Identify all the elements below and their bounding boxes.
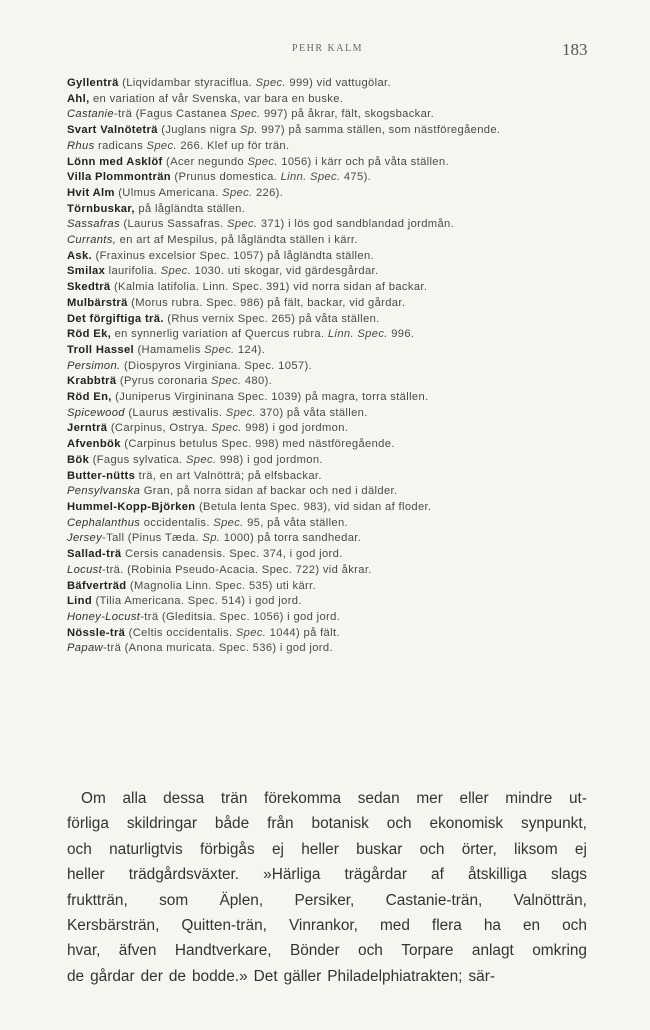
species-entry: [67, 500, 627, 516]
species-name: Spicewood: [67, 406, 125, 419]
species-name: Det förgiftiga trä.: [67, 312, 164, 325]
entry-text: en variation af vår Svenska, var bara en buske.: [89, 92, 344, 105]
entry-text: Linn. Spec.: [280, 171, 341, 184]
species-entry: [67, 327, 627, 343]
species-name: Locust: [67, 563, 103, 576]
entry-text: 475).: [340, 171, 372, 184]
word: trädgårdsväxter.: [128, 866, 240, 884]
word: botanisk: [311, 815, 369, 833]
word: anlagt: [471, 942, 514, 960]
species-name: Törnbuskar,: [67, 202, 135, 215]
entry-text: (Ulmus Americana.: [114, 186, 223, 199]
entry-text: -trä (Anona muricata. Spec. 536) i god jord.: [102, 642, 333, 655]
entry-text: Spec.: [204, 343, 235, 356]
entry-text: Sp.: [202, 532, 221, 545]
entry-text: (Fraxinus excelsior Spec. 1057) på lågländta ställen.: [92, 249, 374, 262]
word: och: [358, 942, 383, 960]
species-name: Sassafras: [67, 218, 120, 231]
entry-text: laurifolia.: [105, 265, 161, 278]
species-name: Mulbärsträ: [67, 296, 128, 309]
entry-text: på lågländta ställen.: [134, 202, 246, 215]
entry-text: en art af Mespilus, på lågländta ställen i kärr.: [116, 234, 358, 247]
word: en: [523, 917, 541, 935]
species-entry: [67, 139, 627, 155]
species-entry: [67, 312, 627, 328]
word: der: [140, 967, 163, 985]
word: af: [431, 866, 444, 884]
word: åtskilliga: [467, 866, 527, 884]
species-entry: [67, 280, 627, 296]
entry-text: 1000) på torra sandhedar.: [220, 532, 362, 545]
word: hvar,: [67, 942, 101, 960]
word: och: [67, 840, 92, 858]
species-name: Smilax: [67, 265, 106, 278]
species-name: Sallad-trä: [67, 548, 122, 561]
entry-text: (Celtis occidentalis.: [125, 626, 236, 639]
entry-text: (Carpinus betulus Spec. 998) med nästföregående.: [120, 438, 395, 451]
entry-text: (Rhus vernix Spec. 265) på våta ställen.: [163, 312, 380, 325]
word: Philadelphiatrakten;: [327, 967, 463, 985]
species-entry: [67, 107, 627, 123]
paragraph-line: [67, 862, 587, 887]
entry-text: (Magnolia Linn. Spec. 535) uti kärr.: [126, 579, 317, 592]
species-name: Svart Valnöteträ: [67, 124, 158, 137]
entry-text: 997) på samma ställen, som nästföregående.: [257, 124, 501, 137]
word: trän: [220, 790, 248, 807]
entry-text: occidentalis.: [140, 516, 214, 529]
species-entry: [67, 516, 627, 532]
entry-text: Spec.: [146, 139, 177, 152]
word: buskar: [356, 840, 403, 858]
species-name: Bäfverträd: [67, 579, 127, 592]
word: Kersbärsträn,: [67, 917, 160, 935]
species-entry: [67, 92, 627, 108]
entry-text: 370) på våta ställen.: [256, 406, 368, 419]
entry-text: trä, en art Valnötträ; på elfsbackar.: [135, 469, 322, 482]
entry-text: Sp.: [239, 124, 258, 137]
paragraph-line: [67, 938, 587, 963]
word: Castanie-trän,: [385, 891, 483, 909]
species-name: Rhus: [67, 139, 95, 152]
entry-text: 1056) i kärr och på våta ställen.: [277, 155, 449, 168]
species-entry: [67, 202, 627, 218]
species-name: Ahl,: [67, 92, 90, 105]
entry-text: -trä (Fagus Castanea: [113, 108, 231, 121]
word: både: [214, 815, 250, 833]
species-entry: [67, 186, 627, 202]
species-name: Hvit Alm: [67, 186, 115, 199]
species-entry: [67, 626, 627, 642]
species-name: Nössle-trä: [67, 626, 126, 639]
species-name: Persimon.: [67, 359, 121, 372]
species-name: Hummel-Kopp-Björken: [67, 500, 196, 513]
paragraph-line: [67, 964, 587, 989]
word: äfven: [118, 942, 157, 960]
species-name: Pensylvanska: [67, 485, 141, 498]
species-name: Lönn med Asklöf: [67, 155, 163, 168]
species-entry: [67, 264, 627, 280]
species-entry: [67, 547, 627, 563]
paragraph-line: [67, 913, 587, 938]
species-entry: [67, 123, 627, 139]
entry-text: Spec.: [186, 453, 217, 466]
entry-text: (Tilia Americana. Spec. 514) i god jord.: [92, 595, 302, 608]
entry-text: 371) i lös god sandblandad jordmån.: [257, 218, 455, 231]
word: de: [67, 967, 85, 985]
species-entry: [67, 484, 627, 500]
entry-text: Spec.: [247, 155, 278, 168]
word: med: [379, 917, 410, 935]
word: sedan: [357, 790, 400, 807]
word: eller: [459, 790, 489, 807]
species-entry: [67, 610, 627, 626]
word: dessa: [163, 790, 205, 807]
word: och: [562, 917, 587, 935]
entry-text: (Laurus Sassafras.: [119, 218, 228, 231]
entry-text: 480).: [241, 375, 273, 388]
word: Det: [253, 967, 278, 985]
species-name: Honey-Locust: [67, 610, 141, 623]
entry-text: (Morus rubra. Spec. 986) på fält, backar, vid gårdar.: [127, 296, 406, 309]
species-name: Troll Hassel: [67, 343, 135, 356]
species-entry: [67, 374, 627, 390]
entry-text: 266. Klef up för trän.: [176, 139, 290, 152]
species-entry: [67, 249, 627, 265]
entry-text: Spec.: [225, 406, 257, 419]
word: heller: [301, 840, 339, 858]
entry-text: (Pyrus coronaria: [116, 375, 212, 388]
species-name: Krabbträ: [67, 375, 117, 388]
word: ha: [483, 917, 501, 935]
entry-text: (Hamamelis: [134, 343, 205, 356]
entry-text: en synnerlig variation af Quercus rubra.: [111, 328, 328, 341]
species-entry: [67, 531, 627, 547]
word: ekonomisk: [429, 815, 504, 833]
entry-text: Spec.: [235, 626, 267, 639]
entry-text: Spec.: [230, 108, 261, 121]
species-entry: [67, 343, 627, 359]
word: synpunkt,: [521, 815, 587, 833]
species-entry: [67, 579, 627, 595]
page-header: [0, 40, 650, 70]
entry-text: (Juniperus Virgininana Spec. 1039) på magra, torra ställen.: [111, 391, 429, 404]
word: förbigås: [199, 840, 255, 858]
entry-text: Gran, på norra sidan af backar och ned i dälder.: [140, 485, 398, 498]
species-entry: [67, 594, 627, 610]
word: slags: [551, 866, 587, 884]
species-name: Gyllenträ: [67, 77, 119, 89]
word: omkring: [532, 942, 587, 960]
word: Persiker,: [294, 891, 355, 909]
species-name: Röd Ek,: [67, 328, 112, 341]
word: ej: [574, 840, 587, 858]
species-entry: [67, 453, 627, 469]
entry-text: 226).: [252, 186, 284, 199]
entry-text: 997) på åkrar, fält, skogsbackar.: [260, 108, 435, 121]
word: alla: [122, 790, 147, 807]
running-title: PEHR KALM: [292, 43, 364, 54]
word: Handtverkare,: [174, 942, 272, 960]
word: örter,: [461, 840, 497, 858]
species-name: Jersey: [67, 532, 103, 545]
entry-text: Spec.: [222, 186, 253, 199]
word: bodde.»: [192, 967, 248, 985]
word: de: [168, 967, 186, 985]
paragraph-line: [67, 888, 587, 913]
species-entry: [67, 469, 627, 485]
word: heller: [67, 866, 105, 884]
entry-text: (Acer negundo: [162, 155, 248, 168]
entry-text: (Fagus sylvatica.: [89, 453, 186, 466]
entry-text: (Betula lenta Spec. 983), vid sidan af floder.: [195, 500, 432, 513]
word: gäller: [283, 967, 322, 985]
species-name: Röd En,: [67, 391, 112, 404]
word: som: [159, 891, 189, 909]
word: Vinrankor,: [288, 917, 358, 935]
entry-text: Linn. Spec.: [327, 328, 388, 341]
entry-text: 998) i god jordmon.: [216, 453, 323, 466]
word: och: [386, 815, 412, 833]
word: Valnötträn,: [513, 891, 587, 909]
species-name: Bök: [67, 453, 90, 466]
word: sär-: [468, 967, 495, 985]
entry-text: (Carpinus, Ostrya.: [107, 422, 212, 435]
word: gårdar: [90, 967, 135, 985]
body-paragraph: [67, 786, 587, 989]
word: liksom: [514, 840, 558, 858]
species-entry: [67, 155, 627, 171]
word: naturligtvis: [109, 840, 183, 858]
entry-text: (Laurus æstivalis.: [124, 406, 226, 419]
entry-text: 95, på våta ställen.: [243, 516, 349, 529]
species-name: Papaw: [67, 642, 103, 655]
page-number: 183: [562, 40, 588, 59]
word: ut-: [569, 790, 587, 807]
species-entry: [67, 76, 627, 92]
species-entry: [67, 390, 627, 406]
word: Äplen,: [219, 891, 264, 909]
word: från: [267, 815, 294, 833]
species-entry: [67, 421, 627, 437]
word: fruktträn,: [67, 891, 128, 909]
entry-text: Spec.: [211, 375, 242, 388]
species-entry: [67, 563, 627, 579]
tree-species-list: [67, 76, 627, 657]
entry-text: (Liqvidambar styraciflua.: [118, 77, 256, 89]
entry-text: 998) i god jordmon.: [241, 422, 349, 435]
paragraph-line: [67, 786, 587, 811]
paragraph-line: [67, 837, 587, 862]
species-name: Castanie: [67, 108, 114, 121]
species-name: Cephalanthus: [67, 516, 141, 529]
word: förliga: [67, 815, 109, 833]
word: mer: [416, 790, 443, 807]
entry-text: 999) vid vattugölar.: [285, 77, 391, 89]
word: Torpare: [401, 942, 454, 960]
entry-text: -Tall (Pinus Tæda.: [102, 532, 203, 545]
species-entry: [67, 641, 627, 657]
entry-text: (Prunus domestica.: [170, 171, 281, 184]
entry-text: Spec.: [255, 77, 286, 89]
species-name: Ask.: [67, 249, 93, 262]
word: och: [419, 840, 445, 858]
entry-text: Spec.: [160, 265, 192, 278]
entry-text: (Diospyros Virginiana. Spec. 1057).: [120, 359, 313, 372]
entry-text: (Juglans nigra: [157, 124, 240, 137]
entry-text: 996.: [387, 328, 415, 341]
species-entry: [67, 170, 627, 186]
word: Bönder: [289, 942, 340, 960]
entry-text: (Kalmia latifolia. Linn. Spec. 391) vid norra sidan af backar.: [110, 281, 428, 294]
species-entry: [67, 406, 627, 422]
entry-text: Spec.: [213, 516, 244, 529]
species-entry: [67, 296, 627, 312]
species-entry: [67, 233, 627, 249]
word: trägårdar: [344, 866, 407, 884]
species-name: Butter-nütts: [67, 469, 136, 482]
paragraph-line: [67, 811, 587, 836]
entry-text: Cersis canadensis. Spec. 374, i god jord.: [121, 548, 343, 561]
entry-text: Spec.: [211, 422, 242, 435]
species-name: Afvenbök: [67, 438, 121, 451]
word: flera: [431, 917, 462, 935]
species-name: Villa Plommonträn: [67, 171, 171, 184]
word: mindre: [505, 790, 553, 807]
species-name: Currants,: [67, 234, 117, 247]
entry-text: -trä (Gleditsia. Spec. 1056) i god jord.: [140, 610, 341, 623]
entry-text: -trä. (Robinia Pseudo-Acacia. Spec. 722) vid åkrar.: [102, 563, 372, 576]
entry-text: 124).: [234, 343, 266, 356]
word: Om: [81, 790, 106, 807]
species-name: Lind: [67, 595, 93, 608]
word: Quitten-trän,: [181, 917, 267, 935]
species-name: Skedträ: [67, 281, 111, 294]
entry-text: 1030. uti skogar, vid gärdesgårdar.: [191, 265, 379, 278]
word: ej: [271, 840, 284, 858]
species-entry: [67, 359, 627, 375]
entry-text: Spec.: [227, 218, 258, 231]
word: förekomma: [264, 790, 342, 807]
word: »Härliga: [263, 866, 321, 884]
species-entry: [67, 437, 627, 453]
word: skildringar: [126, 815, 197, 833]
species-name: Jernträ: [67, 422, 108, 435]
species-entry: [67, 217, 627, 233]
entry-text: radicans: [94, 139, 147, 152]
entry-text: 1044) på fält.: [266, 626, 340, 639]
